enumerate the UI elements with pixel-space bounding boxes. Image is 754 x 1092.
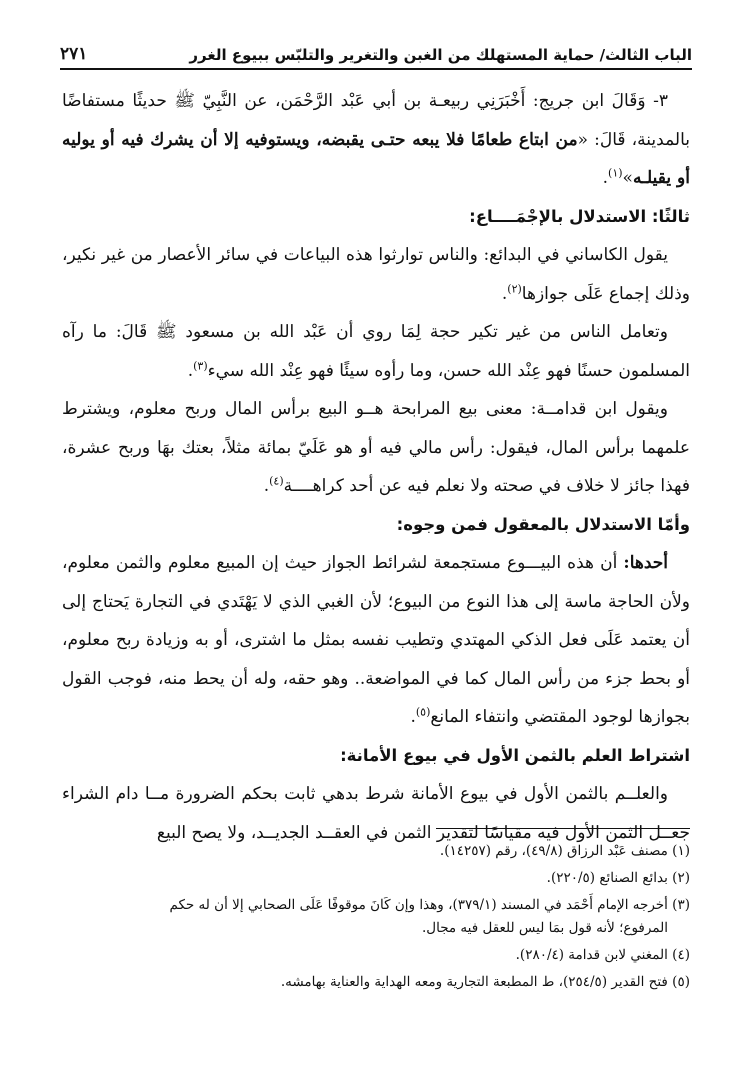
- paragraph-ibn-masud: [62, 313, 690, 390]
- sentence-end: .: [187, 360, 194, 381]
- footnote-5: (٥) فتح القدير (٢٥٤/٥)، ط المطبعة التجارية ومعه الهداية والعناية بهامشه.: [280, 974, 690, 990]
- hadith-quote: من ابتاع طعامًا فلا يبعه حتـى يقبضه، ويستوفيه إلا أن يشرك فيه أو يوليه أو يقيلـه: [62, 129, 690, 188]
- sentence-end: .: [602, 168, 609, 188]
- paragraph-lead: أحدها:: [623, 553, 668, 573]
- paragraph-hadith: [62, 82, 690, 198]
- section-heading-ijma: ثالثًا: الاستدلال بالإجْمَــــاع:: [469, 206, 690, 226]
- paragraph-ibn-qudama: [62, 390, 690, 506]
- paragraph-text: والعلــم بالثمن الأول في بيوع الأمانة شرط بدهي ثابت بحكم الضرورة مــا دام الشراء جعــل الثمن الأول فيه مقياسًا لتقدير الثمن في العقــد الجديــد، ولا يصح البيع: [62, 784, 690, 843]
- quote-close: »: [622, 168, 633, 188]
- sentence-end: .: [501, 283, 508, 304]
- paragraph-text: أن هذه البيـــوع مستجمعة لشرائط الجواز حيث إن المبيع معلوم والثمن معلوم، ولأن الحاجة ماسة إلى هذا النوع من البيوع؛ لأن الغبي الذي لا يَهْتَدي في التجارة يَحتاج إلى أن يعتمد عَلَى فعل الذكي المهتدي وتطيب نفسه بمثل ما اشترى، أو به وزيادة ربح معلوم، أو بحط جزء من رأس المال كما في المواضعة.. وهو حقه، وله أن يحط منه، فوجب القول بجوازها لوجود المقتضي وانتفاء المانع: [62, 553, 690, 727]
- paragraph-text: ويقول ابن قدامــة: معنى بيع المرابحة هــو البيع برأس المال وربح معلوم، ويشترط علمهما برأس المال، فيقول: رأس مالي فيه أو هو عَلَيّ بمائة مثلاً، بعتك بهَا وربح عشرة، فهذا جائز لا خلاف في صحته ولا نعلم فيه عن أحد كراهــــة: [62, 399, 690, 496]
- paragraph-kasani: [62, 236, 690, 313]
- paragraph-text: يقول الكاساني في البدائع: والناس توارثوا هذه البياعات في سائر الأعصار من غير نكير، وذلك إجماع عَلَى جوازها: [62, 245, 690, 304]
- running-header: [60, 34, 692, 70]
- footnote-1: (١) مصنف عَبْد الرزاق (٤٩/٨)، رقم (١٤٢٥٧).: [439, 843, 690, 859]
- section-heading-reason: وأمّا الاستدلال بالمعقول فمن وجوه:: [396, 514, 690, 534]
- footnote-ref-5[interactable]: (٥): [415, 705, 431, 719]
- section-heading-knowledge: اشتراط العلم بالثمن الأول في بيوع الأمانة:: [340, 745, 690, 765]
- footnote-ref-1[interactable]: (١): [608, 166, 623, 180]
- footnote-3-continuation: المرفوع؛ لأنه قول بمَا ليس للعقل فيه مجال.: [421, 920, 668, 936]
- footnote-3: (٣) أخرجه الإمام أَحْمَد في المسند (٣٧٩/١)، وهذا وإن كَانَ موقوفًا عَلَى الصحابي إلا أن له حكم: [169, 897, 690, 913]
- page-number: ٢٧١: [60, 44, 88, 64]
- sentence-end: .: [263, 476, 270, 496]
- main-text: [62, 82, 690, 852]
- paragraph-first-reason: [62, 544, 690, 737]
- sentence-end: .: [410, 707, 416, 727]
- footnote-ref-2[interactable]: (٢): [507, 281, 522, 295]
- footnote-4: (٤) المغني لابن قدامة (٢٨٠/٤).: [515, 947, 690, 963]
- footnote-divider: [436, 828, 690, 829]
- footnote-ref-3[interactable]: (٣): [193, 358, 208, 372]
- paragraph-text: وتعامل الناس من غير تكير حجة لِمَا روي أن عَبْد الله بن مسعود ﷺ قَالَ: ما رآه المسلمون حسنًا فهو عِنْد الله حسن، وما رأوه سيئًا فهو عِنْد الله سيء: [62, 322, 690, 381]
- hadith-intro: ٣- وَقَالَ ابن جريج: أَخْبَرَنِي ربيعـة بن أبي عَبْد الرَّحْمَن، عن النَّبِيّ ﷺ حديثًا مستفاضًا بالمدينة، قَالَ: «: [62, 91, 690, 150]
- footnote-ref-4[interactable]: (٤): [269, 474, 284, 488]
- chapter-title: الباب الثالث/ حماية المستهلك من الغبن والتغرير والتلبّس ببيوع الغرر: [189, 46, 692, 64]
- footnotes: [62, 840, 690, 998]
- footnote-2: (٢) بدائع الصنائع (٢٢٠/٥).: [546, 870, 690, 886]
